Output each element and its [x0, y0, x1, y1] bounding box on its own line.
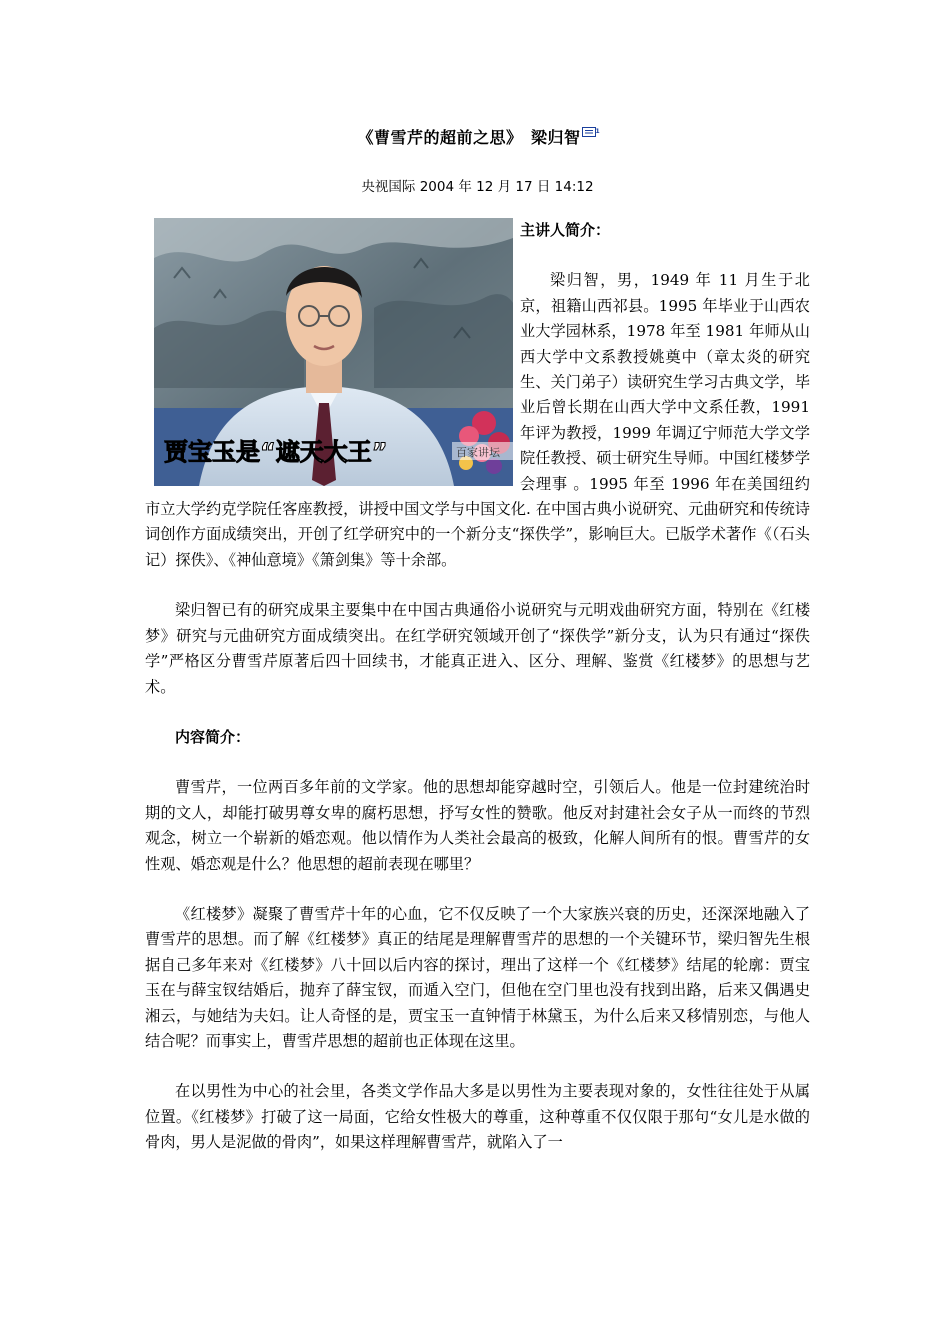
svg-text:1: 1: [595, 128, 600, 135]
photo-corner-logo: 百家讲坛: [456, 446, 500, 459]
intro-heading: 主讲人简介：: [520, 221, 611, 239]
content-heading: 内容简介：: [175, 727, 251, 746]
intro-paragraph: 梁归智，男，1949 年 11 月生于北京，祖籍山西祁县。1995 年毕业于山西农业大学园林系，1978 年至 1981 年师从山西大学中文系教授姚奠中（章太炎的研究生、关门弟子）读研究生学习古典文学，毕业后曾长期在山西大学中文系任教，1991 年评为教授，1999 年调辽宁师范大学文学院任教授、硕士研究生导师。中国红楼梦学会理事 。1995 年至 1996 年在美国纽约市立大学约克学院任客座教授，讲授中国文学与中国文化. 在中国古典小说研究、元曲研究和传统诗词创作方面成绩突出，开创了红学研究中的一个新分支“探佚学”，影响巨大。已版学术著作《（石头记）探佚》、《神仙意境》《箫剑集》等十余部。: [145, 271, 810, 569]
photo-caption: 贾宝玉是“遮天大王”: [164, 438, 388, 466]
content-paragraph: 曹雪芹，一位两百多年前的文学家。他的思想却能穿越时空，引领后人。他是一位封建统治时期的文人，却能打破男尊女卑的腐朽思想，抒写女性的赞歌。他反对封建社会女子从一而终的节烈观念，树立一个崭新的婚恋观。他以情作为人类社会最高的极致，化解人间所有的恨。曹雪芹的女性观、婚恋观是什么？他思想的超前表现在哪里？: [145, 778, 810, 873]
content-paragraph: 《红楼梦》凝聚了曹雪芹十年的心血，它不仅反映了一个大家族兴衰的历史，还深深地融入了曹雪芹的思想。而了解《红楼梦》真正的结尾是理解曹雪芹的思想的一个关键环节，梁归智先生根据自己多年来对《红楼梦》八十回以后内容的探讨，理出了这样一个《红楼梦》结尾的轮廓：贾宝玉在与薛宝钗结婚后，抛弃了薛宝钗，而遁入空门，但他在空门里也没有找到出路，后来又偶遇史湘云，与她结为夫妇。让人奇怪的是，贾宝玉一直钟情于林黛玉，为什么后来又移情别恋，与他人结合呢？而事实上，曹雪芹思想的超前也正体现在这里。: [145, 904, 810, 1050]
document-title: [145, 124, 810, 148]
source-line: 央视国际 2004 年 12 月 17 日 14:12: [361, 179, 594, 195]
research-paragraph: 梁归智已有的研究成果主要集中在中国古典通俗小说研究与元明戏曲研究方面，特别在《红楼梦》研究与元曲研究方面成绩突出。在红学研究领域开创了“探佚学”新分支，认为只有通过“探佚学”严格区分曹雪芹原著后四十回续书，才能真正进入、区分、理解、鉴赏《红楼梦》的思想与艺术。: [145, 601, 810, 696]
article-body: [145, 218, 810, 1156]
content-paragraph: 在以男性为中心的社会里，各类文学作品大多是以男性为主要表现对象的，女性往往处于从属位置。《红楼梦》打破了这一局面，它给女性极大的尊重，这种尊重不仅仅限于那句“女儿是水做的骨肉，男人是泥做的骨肉”，如果这样理解曹雪芹，就陷入了一: [145, 1082, 810, 1152]
title-text: 《曹雪芹的超前之思》 梁归智: [357, 128, 581, 147]
comment-icon[interactable]: [582, 124, 598, 136]
